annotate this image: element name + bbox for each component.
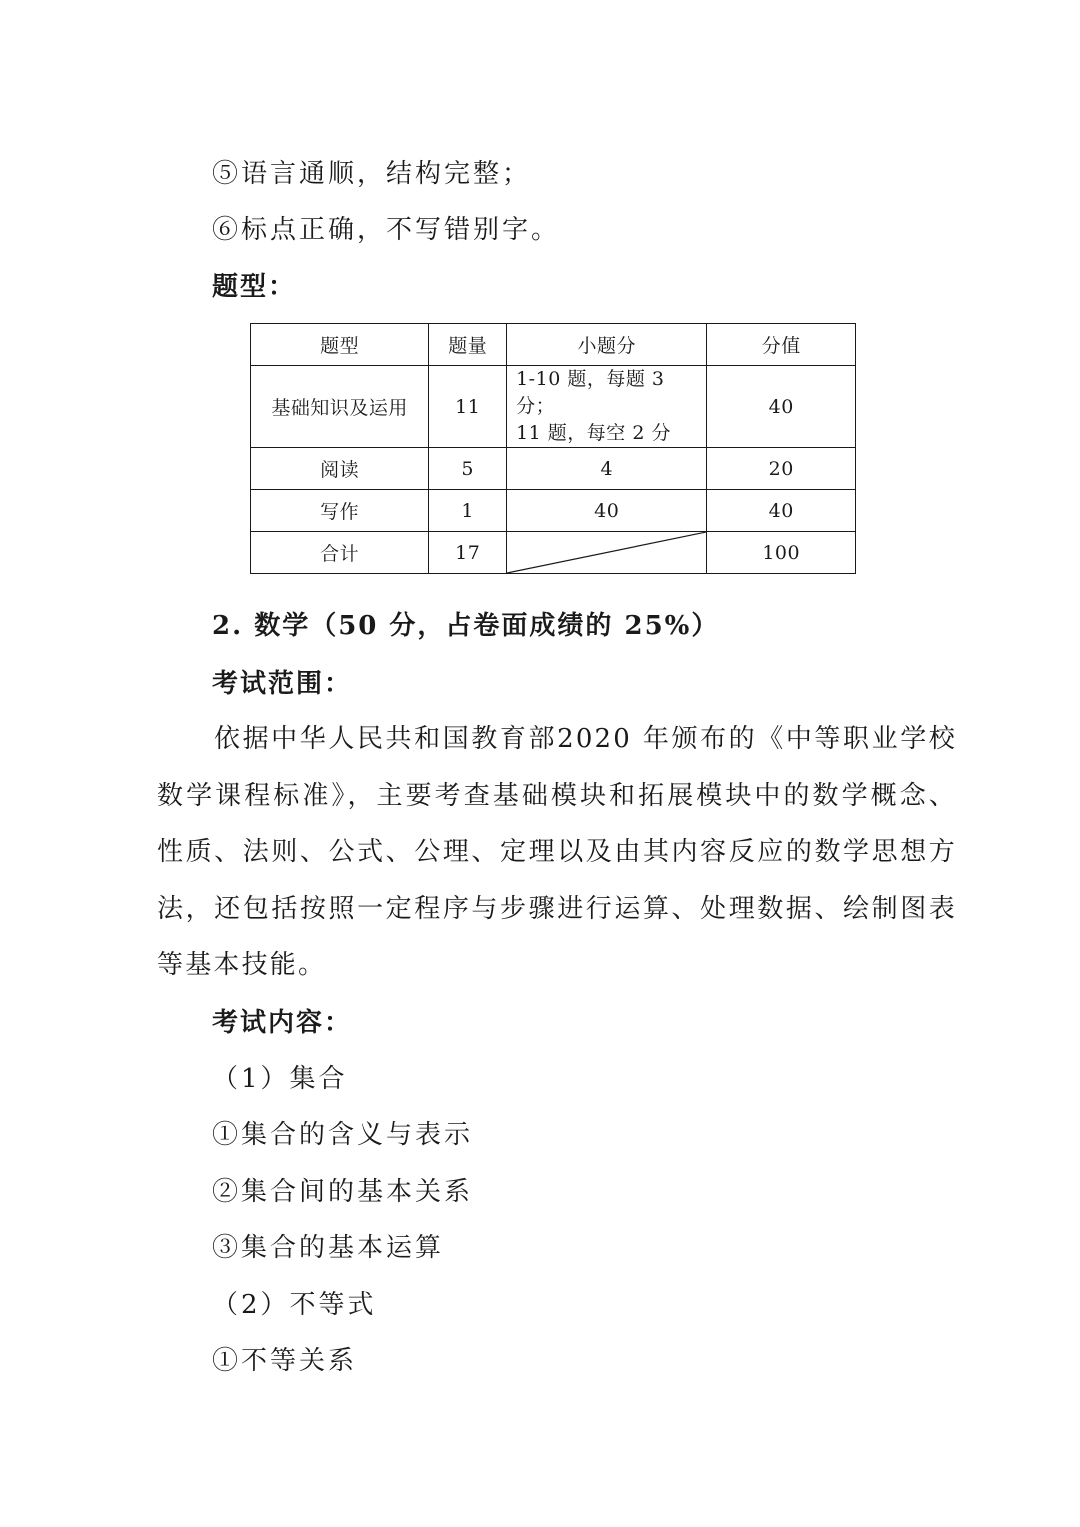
table-row-total bbox=[251, 532, 856, 574]
criteria-item-6: ⑥标点正确，不写错别字。 bbox=[212, 215, 561, 245]
table-cell-total: 100 bbox=[707, 532, 856, 574]
table-cell-diagonal-empty bbox=[507, 532, 707, 574]
table-cell-sub-score bbox=[507, 366, 707, 448]
table-cell-count: 1 bbox=[429, 490, 507, 532]
question-type-table bbox=[250, 323, 856, 574]
section-inequalities: （2）不等式 bbox=[212, 1290, 377, 1320]
sets-item-2: ②集合间的基本关系 bbox=[212, 1177, 474, 1207]
criteria-item-5: ⑤语言通顺，结构完整； bbox=[212, 159, 532, 189]
math-section-heading: 2. 数学（50 分，占卷面成绩的 25%） bbox=[212, 611, 720, 641]
table-row bbox=[251, 366, 856, 448]
table-cell-type: 合计 bbox=[251, 532, 429, 574]
table-cell-count: 17 bbox=[429, 532, 507, 574]
table-header-total: 分值 bbox=[707, 324, 856, 366]
table-cell-total: 20 bbox=[707, 448, 856, 490]
scope-heading: 考试范围： bbox=[212, 669, 353, 699]
inequalities-item-1: ①不等关系 bbox=[212, 1346, 358, 1376]
table-row bbox=[251, 448, 856, 490]
table-cell-total: 40 bbox=[707, 366, 856, 448]
question-types-heading: 题型： bbox=[212, 272, 297, 302]
scope-paragraph: 依据中华人民共和国教育部2020 年颁布的《中等职业学校数学课程标准》，主要考查基础模块和拓展模块中的数学概念、性质、法则、公式、公理、定理以及由其内容反应的数学思想方法，还包括按照一定程序与步骤进行运算、处理数据、绘制图表等基本技能。 bbox=[157, 724, 957, 981]
table-cell-type: 基础知识及运用 bbox=[251, 366, 429, 448]
table-cell-type: 写作 bbox=[251, 490, 429, 532]
sub-score-line-2: 11 题，每空 2 分 bbox=[516, 422, 671, 444]
table-cell-sub-score: 4 bbox=[507, 448, 707, 490]
sets-item-3: ③集合的基本运算 bbox=[212, 1233, 445, 1263]
table-row bbox=[251, 490, 856, 532]
table-cell-total: 40 bbox=[707, 490, 856, 532]
diagonal-slash bbox=[507, 532, 706, 573]
table-header-sub-score: 小题分 bbox=[507, 324, 707, 366]
table-header-count: 题量 bbox=[429, 324, 507, 366]
table-cell-type: 阅读 bbox=[251, 448, 429, 490]
sets-item-1: ①集合的含义与表示 bbox=[212, 1120, 474, 1150]
table-cell-count: 5 bbox=[429, 448, 507, 490]
table-cell-count: 11 bbox=[429, 366, 507, 448]
sub-score-line-1: 1-10 题，每题 3 分； bbox=[516, 368, 665, 417]
section-sets: （1）集合 bbox=[212, 1064, 348, 1094]
table-header-row bbox=[251, 324, 856, 366]
table-cell-sub-score: 40 bbox=[507, 490, 707, 532]
table-header-type: 题型 bbox=[251, 324, 429, 366]
content-heading: 考试内容： bbox=[212, 1008, 353, 1038]
